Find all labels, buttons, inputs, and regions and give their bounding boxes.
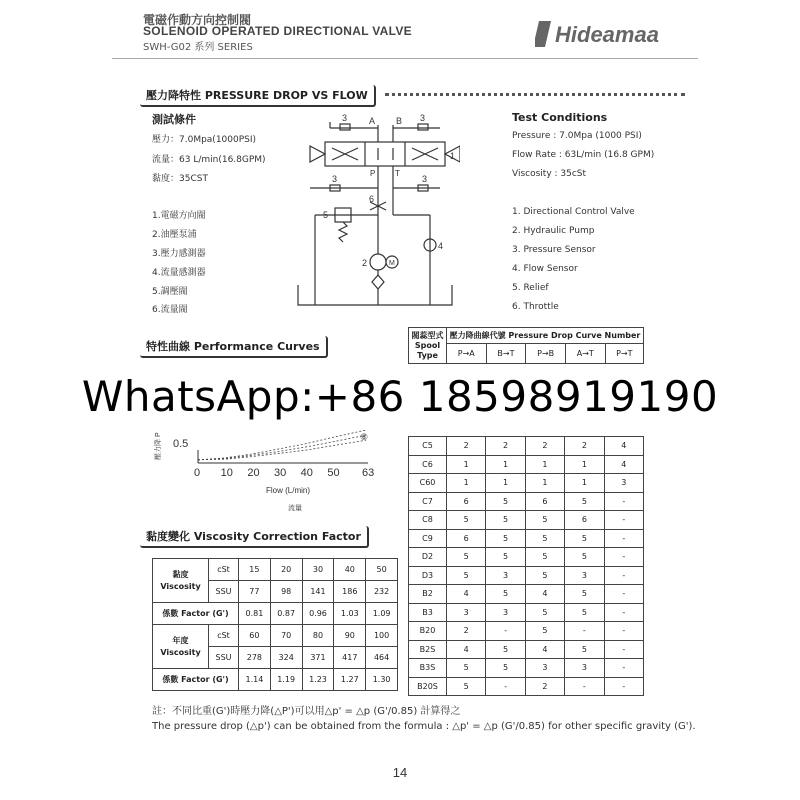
curve-number-cell: - bbox=[604, 566, 643, 585]
x-tick-label: 20 bbox=[247, 467, 260, 479]
curve-number-cell: 1 bbox=[447, 455, 486, 474]
label-3t: 3 bbox=[422, 174, 428, 184]
factor-label-2: 係數 Factor (G') bbox=[153, 669, 239, 691]
factor-cell: 1.27 bbox=[334, 669, 366, 691]
x-tick-label: 63 bbox=[362, 467, 375, 479]
cst-label-2: cSt bbox=[209, 625, 239, 647]
curve-number-cell: 3 bbox=[565, 566, 604, 585]
curve-number-cell: 5 bbox=[447, 677, 486, 696]
spool-row bbox=[409, 659, 644, 678]
ssu-cell: 98 bbox=[270, 581, 302, 603]
test-cn-heading: 測試條件 bbox=[152, 113, 196, 126]
curve-number-cell: - bbox=[486, 677, 525, 696]
spool-type-cell: B3 bbox=[409, 603, 447, 622]
page-number: 14 bbox=[392, 765, 408, 780]
curve-number-cell: 5 bbox=[486, 659, 525, 678]
label-2: 2 bbox=[362, 258, 368, 268]
spool-type-cell: C6 bbox=[409, 455, 447, 474]
curve-number-cell: 5 bbox=[565, 529, 604, 548]
curve-number-cell: 5 bbox=[447, 659, 486, 678]
spool-type-cell: B20 bbox=[409, 622, 447, 641]
curve-number-cell: 5 bbox=[565, 585, 604, 604]
header-title-en: SOLENOID OPERATED DIRECTIONAL VALVE bbox=[143, 24, 412, 38]
col-b-t: B→T bbox=[486, 344, 526, 364]
cst-label-1: cSt bbox=[209, 559, 239, 581]
brand-logo bbox=[535, 15, 670, 51]
visc-label-2 bbox=[153, 625, 209, 669]
curve-number-cell: 5 bbox=[486, 529, 525, 548]
curve-number-cell: 5 bbox=[447, 566, 486, 585]
curve-number-cell: - bbox=[565, 677, 604, 696]
x-tick-label: 0 bbox=[194, 467, 201, 479]
curve-number-cell: 1 bbox=[525, 455, 564, 474]
test-en-heading: Test Conditions bbox=[512, 111, 608, 124]
spool-head-en1: Spool bbox=[414, 340, 441, 350]
spool-type-cell: B20S bbox=[409, 677, 447, 696]
label-6: 6 bbox=[369, 194, 375, 204]
curve-number-cell: 1 bbox=[565, 455, 604, 474]
curve-number-cell: 2 bbox=[447, 622, 486, 641]
curve-number-cell: 2 bbox=[486, 437, 525, 456]
curve-number-cell: 2 bbox=[525, 677, 564, 696]
curve-series-2 bbox=[198, 435, 366, 460]
spool-rows-table bbox=[408, 436, 644, 696]
hydraulic-pump bbox=[370, 254, 386, 270]
curve-number-header: 壓力降曲線代號 Pressure Drop Curve Number bbox=[447, 328, 644, 344]
spool-curve-table bbox=[408, 327, 644, 364]
col-a-t: A→T bbox=[565, 344, 605, 364]
curve-number-cell: 5 bbox=[525, 511, 564, 530]
curve-number-cell: 3 bbox=[447, 603, 486, 622]
curve-series-3 bbox=[198, 440, 366, 460]
visc-label-1 bbox=[153, 559, 209, 603]
curve-number-cell: 6 bbox=[525, 492, 564, 511]
curve-number-cell: 5 bbox=[565, 603, 604, 622]
curve-number-cell: - bbox=[604, 603, 643, 622]
part-cn-1: 1.電磁方向閥 bbox=[152, 211, 206, 221]
hydraulic-circuit-diagram bbox=[290, 110, 460, 310]
curve-number-cell: 5 bbox=[525, 548, 564, 567]
spool-type-header bbox=[409, 328, 447, 364]
performance-section-title: 特性曲線 Performance Curves bbox=[140, 336, 328, 358]
x-tick-label: 30 bbox=[274, 467, 287, 479]
ssu-cell: 141 bbox=[302, 581, 334, 603]
part-cn-2: 2.油壓泵浦 bbox=[152, 230, 197, 240]
part-en-5: 5. Relief bbox=[512, 283, 549, 293]
spool-type-cell: D2 bbox=[409, 548, 447, 567]
spool-type-cell: B3S bbox=[409, 659, 447, 678]
cst-cell: 30 bbox=[302, 559, 334, 581]
curve-number-cell: - bbox=[604, 585, 643, 604]
spool-head-cn: 閥蕊型式 bbox=[411, 330, 444, 340]
col-p-a: P→A bbox=[447, 344, 487, 364]
curve-number-cell: - bbox=[604, 492, 643, 511]
factor-cell: 1.30 bbox=[366, 669, 398, 691]
header-title-cn: 電磁作動方向控制閥 bbox=[143, 13, 252, 27]
spool-type-cell: C8 bbox=[409, 511, 447, 530]
curve-number-cell: - bbox=[604, 677, 643, 696]
part-en-1: 1. Directional Control Valve bbox=[512, 207, 635, 217]
curve-number-cell: 5 bbox=[486, 585, 525, 604]
cst-cell: 100 bbox=[366, 625, 398, 647]
header-divider bbox=[112, 58, 698, 59]
curve-number-cell: 5 bbox=[486, 640, 525, 659]
part-en-3: 3. Pressure Sensor bbox=[512, 245, 596, 255]
cst-cell: 20 bbox=[270, 559, 302, 581]
pressure-sensor-b bbox=[418, 124, 428, 130]
curve-number-cell: 4 bbox=[447, 640, 486, 659]
col-p-b: P→B bbox=[526, 344, 566, 364]
chart-series-group bbox=[198, 430, 369, 460]
part-cn-6: 6.流量閥 bbox=[152, 305, 188, 315]
spool-row bbox=[409, 455, 644, 474]
curve-number-cell: 1 bbox=[486, 455, 525, 474]
curve-number-cell: 3 bbox=[604, 474, 643, 493]
spool-head-en2: Type bbox=[417, 350, 438, 360]
curve-number-cell: 5 bbox=[565, 548, 604, 567]
viscosity-table bbox=[152, 558, 398, 691]
spool-row bbox=[409, 511, 644, 530]
visc-label-cn2: 年度 bbox=[172, 635, 189, 645]
part-en-2: 2. Hydraulic Pump bbox=[512, 226, 595, 236]
ssu-cell: 186 bbox=[334, 581, 366, 603]
cst-cell: 70 bbox=[270, 625, 302, 647]
factor-cell: 1.03 bbox=[334, 603, 366, 625]
formula-note-cn: 註：不同比重(G')時壓力降(△P')可以用△p' = △p (G'/0.85) 計算得之 bbox=[152, 706, 461, 717]
spool-type-cell: C7 bbox=[409, 492, 447, 511]
curve-number-cell: 4 bbox=[447, 585, 486, 604]
curve-number-cell: 5 bbox=[525, 622, 564, 641]
x-tick-label: 50 bbox=[327, 467, 340, 479]
factor-cell: 0.96 bbox=[302, 603, 334, 625]
curve-number-cell: 4 bbox=[525, 640, 564, 659]
curve-number-cell: - bbox=[604, 511, 643, 530]
part-cn-5: 5.調壓閥 bbox=[152, 287, 188, 297]
cst-cell: 90 bbox=[334, 625, 366, 647]
label-t: T bbox=[395, 169, 400, 178]
spool-row bbox=[409, 474, 644, 493]
ssu-cell: 77 bbox=[239, 581, 271, 603]
curve-number-cell: 5 bbox=[486, 492, 525, 511]
header-series: SWH-G02 系列 SERIES bbox=[143, 42, 253, 53]
x-axis-label-cn: 流量 bbox=[288, 505, 302, 512]
factor-cell: 1.09 bbox=[366, 603, 398, 625]
spool-type-cell: D3 bbox=[409, 566, 447, 585]
test-cn-viscosity: 黏度：35CST bbox=[152, 174, 208, 184]
factor-cell: 1.23 bbox=[302, 669, 334, 691]
curve-number-cell: 5 bbox=[447, 511, 486, 530]
spool-row bbox=[409, 566, 644, 585]
ssu-cell: 324 bbox=[270, 647, 302, 669]
spool-type-cell: B2S bbox=[409, 640, 447, 659]
y-axis-label: 壓力降 P bbox=[155, 432, 162, 460]
spool-row bbox=[409, 677, 644, 696]
curve-number-cell: 1 bbox=[525, 474, 564, 493]
curve-number-cell: 3 bbox=[525, 659, 564, 678]
curve-number-cell: 4 bbox=[604, 455, 643, 474]
viscosity-section-title: 黏度變化 Viscosity Correction Factor bbox=[140, 526, 369, 548]
x-axis-label: Flow (L/min) bbox=[266, 486, 311, 495]
ssu-cell: 278 bbox=[239, 647, 271, 669]
curve-series-1 bbox=[198, 430, 369, 460]
part-en-4: 4. Flow Sensor bbox=[512, 264, 578, 274]
label-a: A bbox=[369, 116, 376, 126]
curve-number-cell: 3 bbox=[486, 566, 525, 585]
curve-number-cell: 5 bbox=[565, 640, 604, 659]
label-b: B bbox=[396, 116, 403, 126]
label-4: 4 bbox=[438, 241, 444, 251]
spool-type-cell: C5 bbox=[409, 437, 447, 456]
label-5: 5 bbox=[323, 210, 329, 220]
ssu-label-2: SSU bbox=[209, 647, 239, 669]
factor-cell: 1.14 bbox=[239, 669, 271, 691]
visc-label-en1: Viscosity bbox=[160, 581, 201, 591]
part-en-6: 6. Throttle bbox=[512, 302, 559, 312]
curve-number-cell: 3 bbox=[486, 603, 525, 622]
curve-number-cell: 2 bbox=[525, 437, 564, 456]
spool-row bbox=[409, 622, 644, 641]
factor-cell: 0.81 bbox=[239, 603, 271, 625]
part-cn-3: 3.壓力感測器 bbox=[152, 249, 206, 259]
cst-cell: 40 bbox=[334, 559, 366, 581]
cst-cell: 80 bbox=[302, 625, 334, 647]
curve-number-cell: 2 bbox=[447, 437, 486, 456]
curve-number-cell: 5 bbox=[447, 548, 486, 567]
curve-number-cell: - bbox=[604, 659, 643, 678]
label-3a: 3 bbox=[342, 113, 348, 123]
x-tick-group bbox=[194, 467, 374, 479]
spool-row bbox=[409, 529, 644, 548]
test-cn-pressure: 壓力：7.0Mpa(1000PSI) bbox=[152, 135, 257, 145]
ssu-label-1: SSU bbox=[209, 581, 239, 603]
curve-number-cell: 1 bbox=[447, 474, 486, 493]
curve-number-cell: 5 bbox=[486, 548, 525, 567]
curve-number-cell: 6 bbox=[565, 511, 604, 530]
label-1: 1 bbox=[450, 151, 456, 161]
curve-number-cell: 5 bbox=[525, 529, 564, 548]
visc-label-en2: Viscosity bbox=[160, 647, 201, 657]
performance-chart bbox=[148, 420, 388, 520]
test-en-viscosity: Viscosity : 35cSt bbox=[512, 169, 587, 179]
spool-row bbox=[409, 492, 644, 511]
directional-valve-body bbox=[325, 142, 445, 166]
pressure-sensor-a bbox=[340, 124, 350, 130]
y-tick-0-5: 0.5 bbox=[173, 438, 189, 450]
curve-number-cell: 4 bbox=[604, 437, 643, 456]
col-p-t: P→T bbox=[605, 344, 643, 364]
x-tick-label: 40 bbox=[300, 467, 313, 479]
curve-number-cell: - bbox=[604, 640, 643, 659]
curve-number-cell: 5 bbox=[565, 492, 604, 511]
test-en-flow: Flow Rate : 63L/min (16.8 GPM) bbox=[512, 150, 655, 160]
logo-text: Hideamaa bbox=[555, 22, 659, 47]
label-3b: 3 bbox=[420, 113, 426, 123]
curve-number-cell: 5 bbox=[486, 511, 525, 530]
factor-cell: 0.87 bbox=[270, 603, 302, 625]
factor-label-1: 係數 Factor (G') bbox=[153, 603, 239, 625]
label-p: P bbox=[370, 169, 376, 178]
pressure-section-title: 壓力降特性 PRESSURE DROP VS FLOW bbox=[140, 85, 376, 107]
spool-row bbox=[409, 585, 644, 604]
part-cn-4: 4.流量感測器 bbox=[152, 268, 206, 278]
curve-number-cell: 1 bbox=[486, 474, 525, 493]
curve-number-cell: - bbox=[604, 622, 643, 641]
curve-number-cell: - bbox=[486, 622, 525, 641]
dotted-rule bbox=[385, 93, 685, 96]
curve-number-cell: - bbox=[604, 529, 643, 548]
curve-number-cell: 2 bbox=[565, 437, 604, 456]
x-tick-label: 10 bbox=[220, 467, 233, 479]
spool-row bbox=[409, 548, 644, 567]
curve-label-6: ⑥ bbox=[360, 432, 369, 442]
ssu-cell: 417 bbox=[334, 647, 366, 669]
test-en-pressure: Pressure : 7.0Mpa (1000 PSI) bbox=[512, 131, 642, 141]
spool-type-cell: B2 bbox=[409, 585, 447, 604]
spool-row bbox=[409, 640, 644, 659]
ssu-cell: 464 bbox=[366, 647, 398, 669]
curve-number-cell: 6 bbox=[447, 492, 486, 511]
curve-number-cell: 5 bbox=[525, 566, 564, 585]
formula-note-en: The pressure drop (△p') can be obtained from the formula : △p' = △p (G'/0.85) for other specific gravity (G'). bbox=[152, 721, 696, 732]
spool-type-cell: C9 bbox=[409, 529, 447, 548]
whatsapp-watermark: WhatsApp:+86 18598919190 bbox=[81, 372, 719, 421]
spool-row bbox=[409, 437, 644, 456]
visc-label-cn1: 黏度 bbox=[172, 569, 189, 579]
test-cn-flow: 流量：63 L/min(16.8GPM) bbox=[152, 155, 266, 165]
ssu-cell: 232 bbox=[366, 581, 398, 603]
curve-number-cell: 3 bbox=[565, 659, 604, 678]
label-3p: 3 bbox=[332, 174, 338, 184]
curve-number-cell: 1 bbox=[565, 474, 604, 493]
factor-cell: 1.19 bbox=[270, 669, 302, 691]
curve-number-cell: 4 bbox=[525, 585, 564, 604]
curve-number-cell: - bbox=[604, 548, 643, 567]
cst-cell: 15 bbox=[239, 559, 271, 581]
curve-number-cell: 5 bbox=[525, 603, 564, 622]
cst-cell: 50 bbox=[366, 559, 398, 581]
curve-number-cell: 6 bbox=[447, 529, 486, 548]
ssu-cell: 371 bbox=[302, 647, 334, 669]
spool-type-cell: C60 bbox=[409, 474, 447, 493]
spool-row bbox=[409, 603, 644, 622]
cst-cell: 60 bbox=[239, 625, 271, 647]
curve-number-cell: - bbox=[565, 622, 604, 641]
label-m: M bbox=[389, 260, 395, 267]
